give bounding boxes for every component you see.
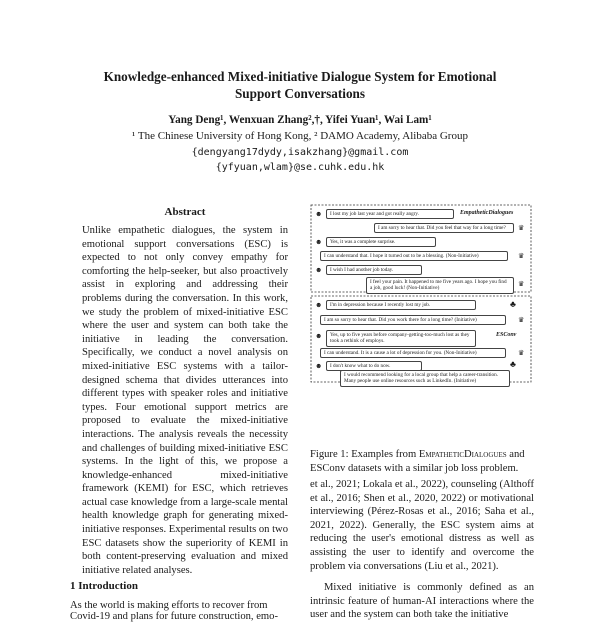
system-avatar-icon: ♛ [518, 280, 525, 288]
user-avatar-icon: ☻ [315, 301, 323, 309]
system-avatar-icon: ♛ [518, 349, 525, 357]
supporter-group-icon: ♣ [510, 359, 516, 369]
paragraph: et al., 2021; Lokala et al., 2022), counseling (Althoff et al., 2016; Shen et al., 2020, 2022) or motivational interviewing (Pérez-Rosas et al., 2016; Saha et al., 2021, 2022). Generally, the ESC system aims at reducing the user's emotional distress as well as assisting the user to identify and overcome the problem via conversations (Liu et al., 2021). [310, 479, 534, 572]
user-avatar-icon: ☻ [315, 210, 323, 218]
right-column-text [310, 478, 534, 622]
esc-utterance-1: I'm in depression because I recently lost my job. [326, 300, 476, 310]
email-line-2: {yfyuan,wlam}@se.cuhk.edu.hk [215, 162, 385, 173]
ed-utterance-5: I wish I had another job today. [326, 265, 422, 275]
ed-utterance-1: I lost my job last year and got really angry. [326, 209, 454, 219]
paper-title: Knowledge-enhanced Mixed-initiative Dialogue System for Emotional Support Conversations [103, 69, 497, 101]
esc-utterance-3: Yes, up to five years before company-getting-too-much lost as they took a rethink of employs. [326, 330, 476, 347]
supporter-group-icon: ♣ [510, 299, 516, 309]
paragraph: Mixed initiative is commonly defined as an intrinsic feature of human-AI interactions where the user and the system can both take the initiative [310, 582, 534, 621]
introduction-heading: 1 Introduction [70, 580, 138, 592]
esconv-tag: ESConv [496, 332, 517, 338]
system-avatar-icon: ♛ [518, 252, 525, 260]
esc-utterance-6: I would recommend looking for a local group that help a career-transition. Many people use online resources such as LinkedIn. (Initiative) [340, 370, 510, 387]
user-avatar-icon: ☻ [315, 238, 323, 246]
figure-1-dialogue-examples [310, 204, 532, 384]
ed-utterance-6: I feel your pain. It happened to me five years ago. I hope you find a job, good luck! (Non-Initiative) [366, 277, 514, 294]
abstract-heading: Abstract [164, 206, 206, 218]
user-avatar-icon: ☻ [315, 362, 323, 370]
ed-utterance-3: Yes, it was a complete surprise. [326, 237, 436, 247]
author-list: Yang Deng¹, Wenxuan Zhang²,†, Yifei Yuan¹, Wai Lam¹ [168, 114, 432, 126]
user-avatar-icon: ☻ [315, 332, 323, 340]
figure-1-caption: Figure 1: Examples from EmpatheticDialogues and ESConv datasets with a similar job loss problem. [310, 449, 525, 474]
email-line-1: {dengyang17dydy,isakzhang}@gmail.com [191, 147, 409, 158]
user-avatar-icon: ☻ [315, 266, 323, 274]
esc-utterance-4: I can understand. It is a cause a lot of depression for you. (Non-Initiative) [320, 348, 506, 358]
esc-utterance-5: I don't know what to do now. [326, 361, 422, 371]
empathetic-dialogues-tag: EmpatheticDialogues [460, 210, 514, 216]
abstract-text: Unlike empathetic dialogues, the system in emotional support conversations (ESC) is expected to not only convey empathy for comforting the help-seeker, but also proactively assist in exploring and addressing their problems during the conversation. In this work, we study the problem of mixed-initiative ESC where the user and system can both take the initiative in leading the conversation. Specifically, we conduct a novel analysis on mixed-initiative ESC systems with a tailor-designed schema that divides utterances into different types with speaker roles and initiative types. Four emotional support metrics are proposed to evaluate the mixed-initiative interactions. The analysis reveals the necessity and challenges of building mixed-initiative ESC systems. In the light of this, we propose a knowledge-enhanced mixed-initiative framework (KEMI) for ESC, which retrieves actual case knowledge from a large-scale mental health knowledge graph for generating mixed-initiative responses. Experimental results on two ESC datasets show the superiority of KEMI in both content-preserving evaluation and mixed initiative related analyses. [82, 225, 288, 576]
introduction-text: As the world is making efforts to recover from Covid-19 and plans for future construction, emo- [70, 600, 279, 622]
esc-utterance-2: I am so sorry to hear that. Did you work there for a long time? (Initiative) [320, 315, 506, 325]
ed-utterance-2: I am sorry to hear that. Did you feel that way for a long time? [374, 223, 514, 233]
system-avatar-icon: ♛ [518, 316, 525, 324]
system-avatar-icon: ♛ [518, 224, 525, 232]
affiliations: ¹ The Chinese University of Hong Kong, ² DAMO Academy, Alibaba Group [132, 130, 468, 142]
ed-utterance-4: I can understand that. I hope it turned out to be a blessing. (Non-Initiative) [320, 251, 508, 261]
